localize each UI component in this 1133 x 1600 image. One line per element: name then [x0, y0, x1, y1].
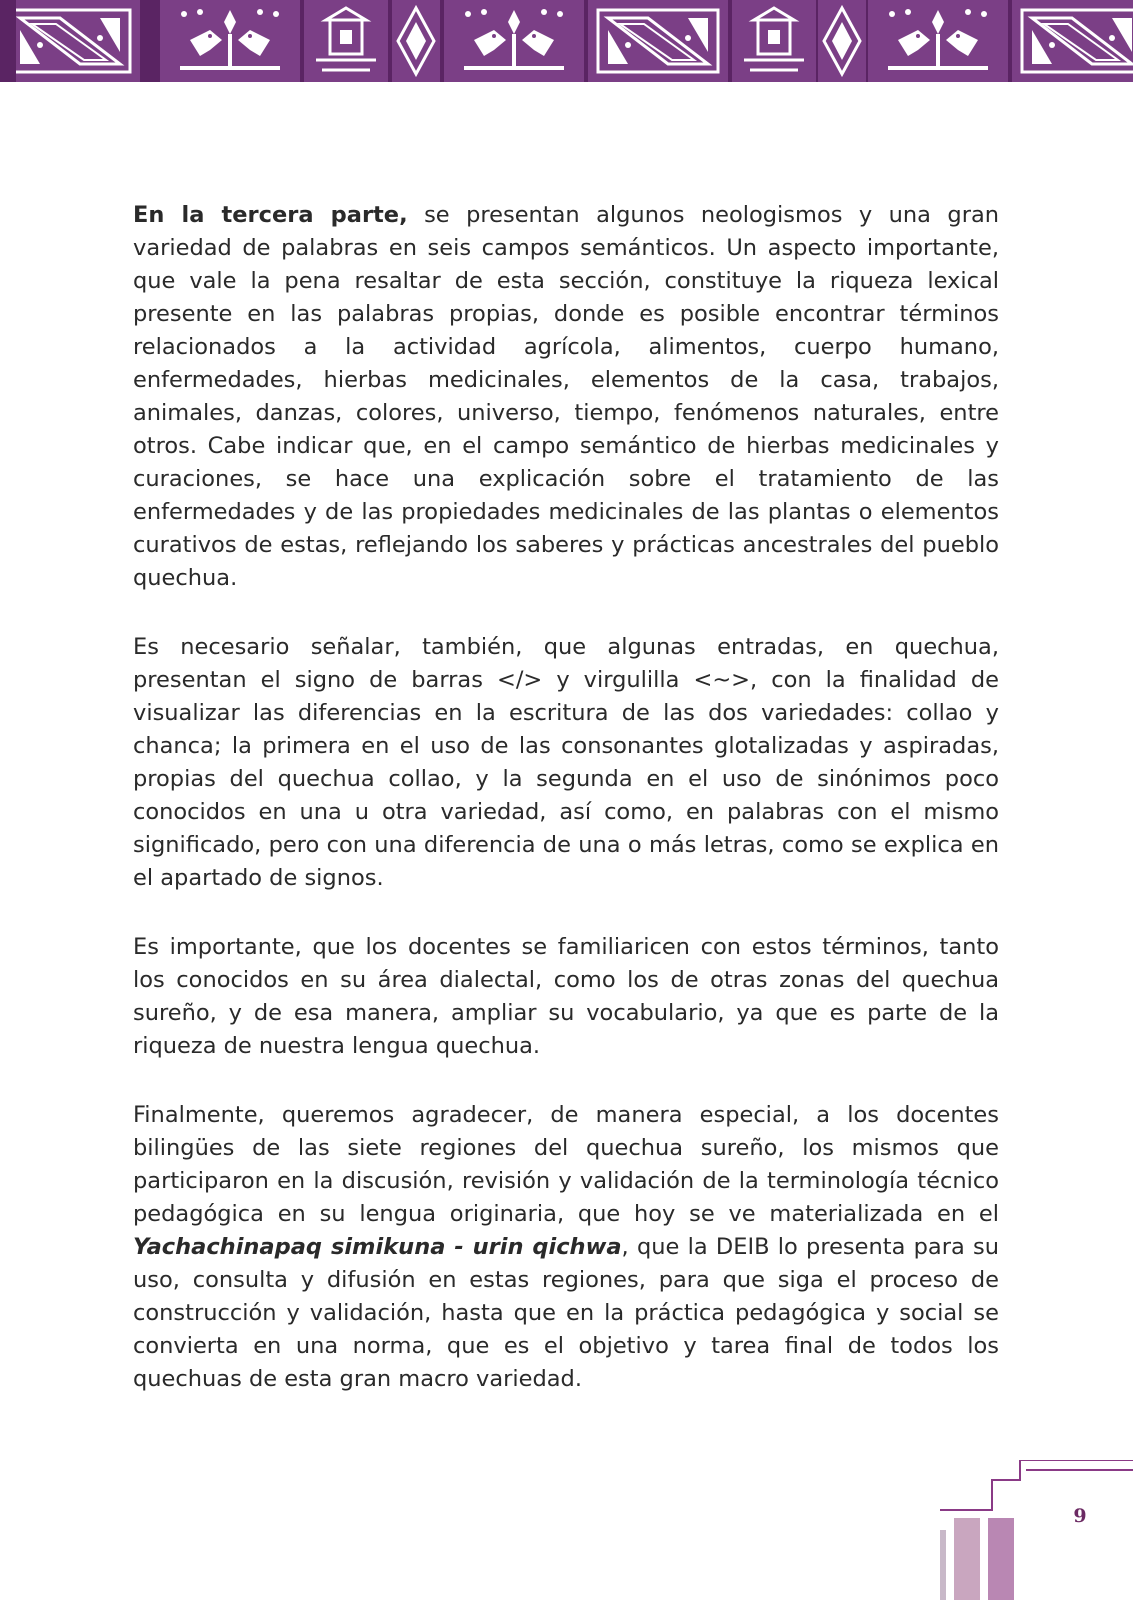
paragraph-1-text: se presentan algunos neologismos y una gran variedad de palabras en seis campos semánticos. Un aspecto importante, que vale la pena resaltar de esta sección, constituye la riqueza lexical presente en las palabras propias, donde es posible encontrar términos relacionados a la actividad agrícola, alimentos, cuerpo humano, enfermedades, hierbas medicinales, elementos de la casa, trabajos, animales, danzas, colores, universo, tiempo, fenómenos naturales, entre otros. Cabe indicar que, en el campo semántico de hierbas medicinales y curaciones, se hace una explicación sobre el tratamiento de las enfermedades y de las propiedades medicinales de las plantas o elementos curativos de estas, reflejando los saberes y prácticas ancestrales del pueblo quechua. — [133, 202, 999, 591]
page-number: 9 — [1073, 1505, 1087, 1527]
paragraph-4 — [133, 1099, 999, 1396]
paragraph-4-text-b: , que la DEIB lo presenta para su uso, consulta y difusión en estas regiones, para que siga el proceso de construcción y validación, hasta que en la práctica pedagógica y social se convierta en una norma, que es el objetivo y tarea final de todos los quechuas de esta gran macro variedad. — [133, 1234, 999, 1392]
book-title: Yachachinapaq simikuna - urin qichwa — [133, 1234, 622, 1260]
body-text — [133, 199, 999, 1432]
paragraph-2: Es necesario señalar, también, que algunas entradas, en quechua, presentan el signo de barras </> y virgulilla <~>, con la finalidad de visualizar las diferencias en la escritura de las dos variedades: collao y chanca; la primera en el uso de las consonantes glotalizadas y aspiradas, propias del quechua collao, y la segunda en el uso de sinónimos poco conocidos en una u otra variedad, así como, en palabras con el mismo significado, pero con una diferencia de una o más letras, como se explica en el apartado de signos. — [133, 634, 999, 891]
footer-stairs-decoration — [940, 1460, 1133, 1600]
section-lead: En la tercera parte, — [133, 202, 408, 228]
paragraph-3: Es importante, que los docentes se familiaricen con estos términos, tanto los conocidos en su área dialectal, como los de otras zonas del quechua sureño, y de esa manera, ampliar su vocabulario, ya que es parte de la riqueza de nuestra lengua quechua. — [133, 934, 999, 1059]
decorative-header-banner — [0, 0, 1133, 82]
andean-pattern-icon — [0, 0, 1133, 82]
paragraph-4-text-a: Finalmente, queremos agradecer, de manera especial, a los docentes bilingües de las siete regiones del quechua sureño, los mismos que participaron en la discusión, revisión y validación de la terminología técnico pedagógica en su lengua originaria, que hoy se ve materializada en el — [133, 1102, 999, 1227]
paragraph-1 — [133, 199, 999, 595]
